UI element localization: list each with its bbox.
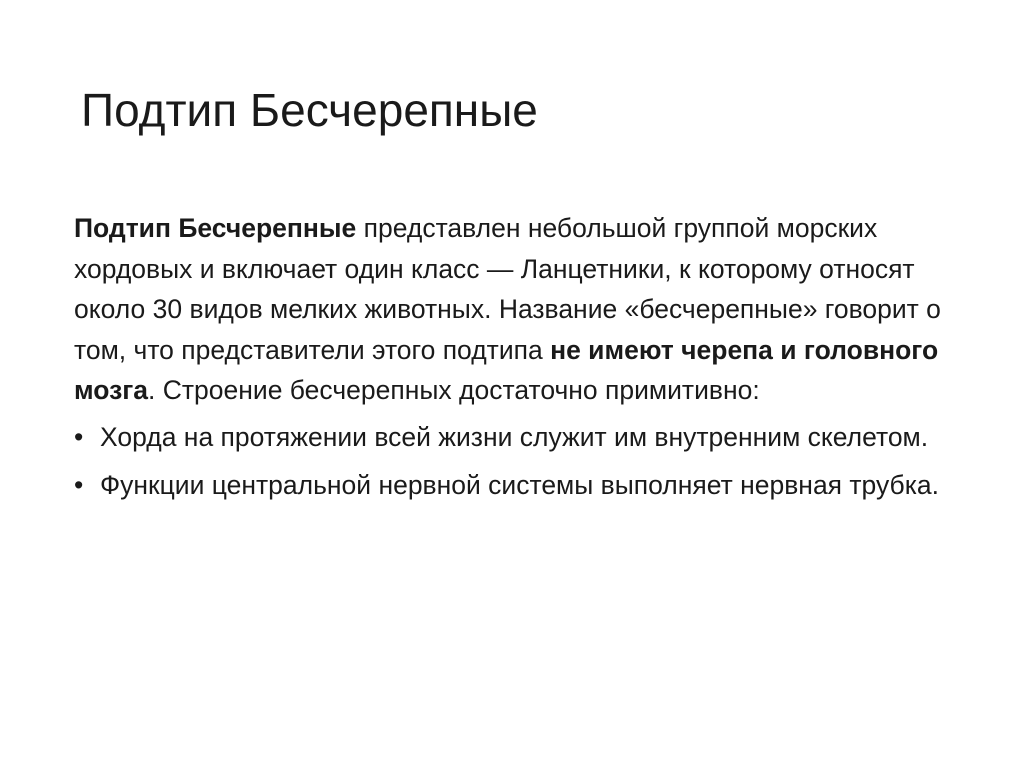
bullet-list	[74, 417, 954, 505]
intro-bold-emphasis: не имеют черепа и головного мозга	[74, 334, 939, 406]
bullet-text: Функции центральной нервной системы выполняет нервная трубка.	[100, 469, 939, 500]
intro-text-part-2: . Строение бесчерепных достаточно примитивно:	[148, 375, 760, 406]
bullet-item	[74, 465, 954, 506]
intro-paragraph	[74, 208, 954, 411]
bullet-item	[74, 417, 954, 458]
intro-bold-subject: Подтип Бесчерепные	[74, 213, 357, 243]
intro-text-part-1: представлен небольшой группой морских хордовых и включает один класс — Ланцетники, к которому относят около 30 видов мелких животных. Название «бесчерепные» говорит о том, что представители этого подтипа	[74, 213, 941, 365]
bullet-text: Хорда на протяжении всей жизни служит им внутренним скелетом.	[100, 421, 929, 452]
bullet-icon: •	[74, 421, 84, 452]
bullet-icon: •	[74, 469, 84, 500]
slide-body	[74, 208, 954, 512]
slide-title: Подтип Бесчерепные	[81, 84, 538, 136]
